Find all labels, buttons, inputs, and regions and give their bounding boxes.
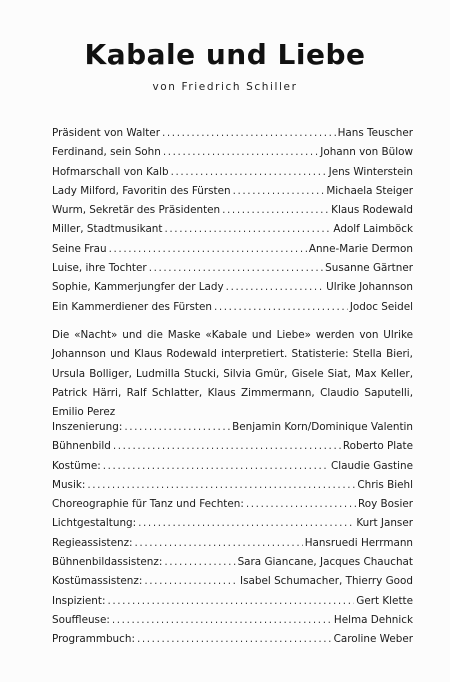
dot-leader [246,495,356,514]
crew-name: Sara Giancane, Jacques Chauchat [237,556,413,569]
cast-role: Ein Kammerdiener des Fürsten [52,300,212,313]
dot-leader [164,553,235,572]
cast-row [52,240,413,259]
page-title: Kabale und Liebe [84,38,366,71]
crew-role: Souffleuse: [52,613,110,626]
crew-role: Choreographie für Tanz und Fechten: [52,498,244,511]
cast-role: Wurm, Sekretär des Präsidenten [52,204,221,217]
cast-row [52,182,413,201]
dot-leader [149,259,323,278]
cast-name: Adolf Laimböck [333,223,413,236]
crew-name: Kurt Janser [356,517,413,530]
dot-leader [164,220,331,239]
cast-name: Johann von Bülow [320,146,413,159]
cast-name: Anne-Marie Dermon [308,242,413,255]
dot-leader [107,592,354,611]
crew-row [52,611,413,630]
cast-role: Miller, Stadtmusikant [52,223,163,236]
crew-row [52,514,413,533]
cast-role: Lady Milford, Favoritin des Fürsten [52,184,231,197]
crew-role: Inszenierung: [52,421,123,433]
cast-row [52,143,413,162]
dot-leader [135,534,303,553]
crew-row [52,534,413,553]
dot-leader [87,476,355,495]
cast-role: Ferdinand, sein Sohn [52,146,161,159]
cast-list [52,124,413,317]
dot-leader [222,201,329,220]
cast-role: Seine Frau [52,242,107,255]
crew-name: Hansruedi Herrmann [304,536,413,549]
dot-leader [226,278,324,297]
crew-role: Programmbuch: [52,633,135,646]
cast-name: Susanne Gärtner [325,262,413,275]
crew-row [52,495,413,514]
cast-role: Luise, ihre Tochter [52,262,147,275]
dot-leader [137,630,332,649]
crew-row [52,457,413,476]
dot-leader [113,437,341,456]
dot-leader [138,514,354,533]
cast-row [52,278,413,297]
dot-leader [171,163,327,182]
crew-role: Bühnenbild [52,440,111,453]
cast-name: Hans Teuscher [337,127,413,139]
dot-leader [112,611,332,630]
cast-row [52,220,413,239]
cast-name: Jens Winterstein [328,165,413,178]
crew-name: Roberto Plate [342,440,413,453]
dot-leader [163,143,318,162]
cast-role: Hofmarschall von Kalb [52,165,169,178]
crew-row [52,437,413,456]
cast-role: Sophie, Kammerjungfer der Lady [52,281,224,294]
crew-name: Gert Klette [356,594,413,607]
crew-row [52,418,413,437]
cast-row [52,201,413,220]
dot-leader [103,457,329,476]
cast-name: Ulrike Johannson [326,281,413,294]
crew-name: Isabel Schumacher, Thierry Good [240,575,413,588]
crew-name: Claudie Gastine [330,459,413,472]
dot-leader [214,298,348,317]
dot-leader [162,124,336,143]
cast-row [52,298,413,317]
cast-name: Michaela Steiger [326,184,413,197]
dot-leader [124,418,230,437]
page-subtitle: von Friedrich Schiller [152,81,298,93]
crew-name: Benjamin Korn/Dominique Valentin [232,421,413,433]
crew-name: Caroline Weber [333,633,413,646]
dot-leader [144,572,238,591]
crew-role: Regieassistenz: [52,536,133,549]
cast-name: Jodoc Seidel [349,300,413,313]
crew-name: Roy Bosier [357,498,413,511]
cast-name: Klaus Rodewald [331,204,413,217]
cast-note: Die «Nacht» und die Maske «Kabale und Liebe» werden von Ulrike Johannson und Klaus Rodewald interpretiert. Statisterie: Stella Bieri, Ursula Bolliger, Ludmilla Stucki, Silvia Gmür, Gisele Siat, Max Keller, Patrick Härri, Ralf Schlatter, Klaus Zimmermann, Claudio Saputelli, Emilio Perez [52,329,413,419]
crew-row [52,630,413,649]
crew-role: Bühnenbildassistenz: [52,556,163,569]
dot-leader [109,240,307,259]
crew-list [52,418,413,650]
crew-role: Lichtgestaltung: [52,517,137,530]
dot-leader [233,182,325,201]
cast-row [52,124,413,143]
crew-name: Helma Dehnick [333,613,413,626]
crew-name: Chris Biehl [357,478,413,491]
crew-row [52,592,413,611]
crew-role: Inspizient: [52,594,106,607]
cast-role: Präsident von Walter [52,127,160,139]
crew-role: Kostüme: [52,459,101,472]
crew-row [52,572,413,591]
cast-row [52,259,413,278]
crew-role: Musik: [52,478,86,491]
crew-row [52,476,413,495]
crew-role: Kostümassistenz: [52,575,143,588]
cast-row [52,163,413,182]
crew-row [52,553,413,572]
